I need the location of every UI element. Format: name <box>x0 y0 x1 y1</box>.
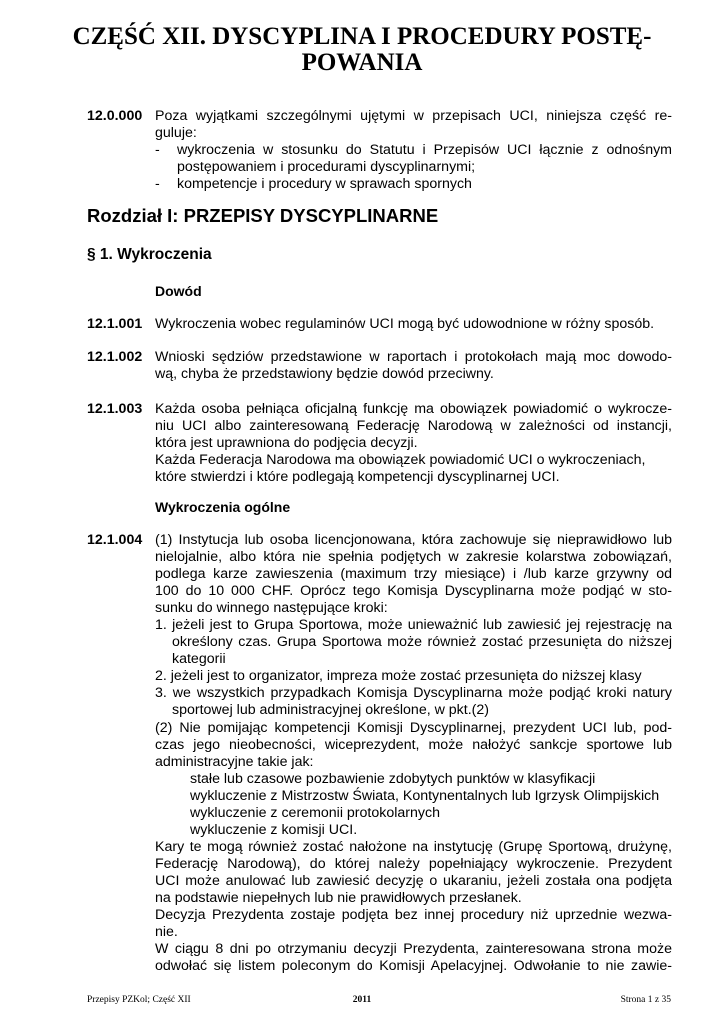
bullet-dash: - <box>155 176 160 193</box>
chapter-heading: Rozdział I: PRZEPISY DYSCYPLINARNE <box>87 205 439 226</box>
article-number: 12.1.004 <box>87 532 143 548</box>
list-item <box>155 142 672 176</box>
text-line: niu UCI albo zainteresowaną Federację Narodową w zależności od instancji, <box>155 418 672 435</box>
article-number: 12.1.002 <box>87 349 143 365</box>
article-12-1-001 <box>155 316 672 333</box>
sanction-item: wykluczenie z ceremonii protokolarnych <box>190 804 440 821</box>
article-12-0-000 <box>155 108 672 193</box>
text-line: Poza wyjątkami szczególnymi ujętymi w przepisach UCI, niniejsza część re- <box>155 108 672 124</box>
text-line: 100 do 10 000 CHF. Oprócz tego Komisja Dyscyplinarna może podjąć w sto- <box>155 583 672 600</box>
text-line: czas jego nieobecności, wiceprezydent, może nałożyć sankcje sportowe lub <box>155 736 672 753</box>
text-line: nielojalnie, albo która nie spełnia podjętych w zakresie kolarstwa zobowiązań, <box>155 549 672 566</box>
text-line: guluje: <box>155 125 197 142</box>
sanction-item: wykluczenie z komisji UCI. <box>190 821 358 838</box>
document-title-line-1: CZĘŚĆ XII. DYSCYPLINA I PROCEDURY POSTĘ- <box>72 23 652 50</box>
text-line: określony czas. Grupa Sportowa może również zostać przesunięta do niższej <box>172 634 672 651</box>
text-line: Decyzja Prezydenta zostaje podjęta bez innej procedury niż uprzednie wezwa- <box>155 907 672 924</box>
text-line: (2) Nie pomijając kompetencji Komisji Dyscyplinarnej, prezydent UCI lub, pod- <box>155 719 672 736</box>
sanction-item: stałe lub czasowe pozbawienie zdobytych punktów w klasyfikacji <box>190 770 596 787</box>
numbered-item-2: 2. jeżeli jest to organizator, impreza może zostać przesunięta do niższej klasy <box>155 668 642 685</box>
text-line: która jest uprawniona do podjęcia decyzji. <box>155 435 418 452</box>
text-line: Kary te mogą również zostać nałożone na instytucję (Grupę Sportową, drużynę, <box>155 838 672 855</box>
numbered-item-1: 1. jeżeli jest to Grupa Sportowa, może unieważnić lub zawiesić jej rejestrację na <box>155 617 672 634</box>
footer-document-name: Przepisy PZKol; Część XII <box>87 995 191 1005</box>
subheading-wykroczenia-ogolne: Wykroczenia ogólne <box>155 499 291 515</box>
text-line: wykroczenia w stosunku do Statutu i Przepisów UCI łącznie z odnośnym <box>177 142 672 159</box>
bullet-dash: - <box>155 142 160 159</box>
article-number: 12.0.000 <box>87 108 143 124</box>
list-item <box>155 176 672 193</box>
text-line: Każda Federacja Narodowa ma obowiązek powiadomić UCI o wykroczeniach, <box>155 452 646 469</box>
article-number: 12.1.003 <box>87 401 143 417</box>
subheading-dowod: Dowód <box>155 283 202 299</box>
text-line: kompetencje i procedury w sprawach spornych <box>177 176 472 193</box>
text-line: Federację Narodową), do której należy popełniający wykroczenie. Prezydent <box>155 855 672 872</box>
text-line: postępowaniem i procedurami dyscyplinarnymi; <box>177 159 476 176</box>
text-line: kategorii <box>172 651 226 668</box>
article-12-1-002 <box>155 349 672 383</box>
text-line: które stwierdzi i które podlegają kompetencji dyscyplinarnej UCI. <box>155 469 560 486</box>
text-line: sportowej lub administracyjnej określone, w pkt.(2) <box>172 702 489 719</box>
article-12-1-004 <box>155 532 672 975</box>
text-line: Każda osoba pełniąca oficjalną funkcję ma obowiązek powiadomić o wykrocze- <box>155 401 672 417</box>
text-line: na podstawie niepełnych lub nie prawidłowych przesłanek. <box>155 889 522 906</box>
text-line: Wykroczenia wobec regulaminów UCI mogą być udowodnione w różny sposób. <box>155 316 655 332</box>
article-12-1-003 <box>155 401 672 486</box>
section-heading: § 1. Wykroczenia <box>87 246 212 263</box>
text-line: wą, chyba że przedstawiony będzie dowód przeciwny. <box>155 366 494 383</box>
article-number: 12.1.001 <box>87 316 143 332</box>
text-line: W ciągu 8 dni po otrzymaniu decyzji Prezydenta, zainteresowana strona może <box>155 941 672 958</box>
text-line: (1) Instytucja lub osoba licencjonowana, która zachowuje się nieprawidłowo lub <box>155 532 672 548</box>
text-line: UCI może anulować lub zawiesić decyzję o ukaraniu, jeżeli została ona podjęta <box>155 872 672 889</box>
footer-year: 2011 <box>352 995 372 1005</box>
text-line: administracyjne takie jak: <box>155 753 314 770</box>
footer-page-number: Strona 1 z 35 <box>620 995 671 1005</box>
document-title-line-2: POWANIA <box>301 49 423 76</box>
text-line: podlega karze zawieszenia (maximum trzy miesiące) i /lub karze grzywny od <box>155 566 672 583</box>
text-line: sunku do winnego następujące kroki: <box>155 600 388 617</box>
sanction-item: wykluczenie z Mistrzostw Świata, Kontynentalnych lub Igrzysk Olimpijskich <box>190 787 660 804</box>
text-line: Wnioski sędziów przedstawione w raportach i protokołach mają moc dowodo- <box>155 349 672 365</box>
text-line: nie. <box>155 924 178 941</box>
numbered-item-3: 3. we wszystkich przypadkach Komisja Dyscyplinarna może podjąć kroki natury <box>155 685 672 702</box>
text-line: odwołać się listem poleconym do Komisji Apelacyjnej. Odwołanie to nie zawie- <box>155 958 672 975</box>
